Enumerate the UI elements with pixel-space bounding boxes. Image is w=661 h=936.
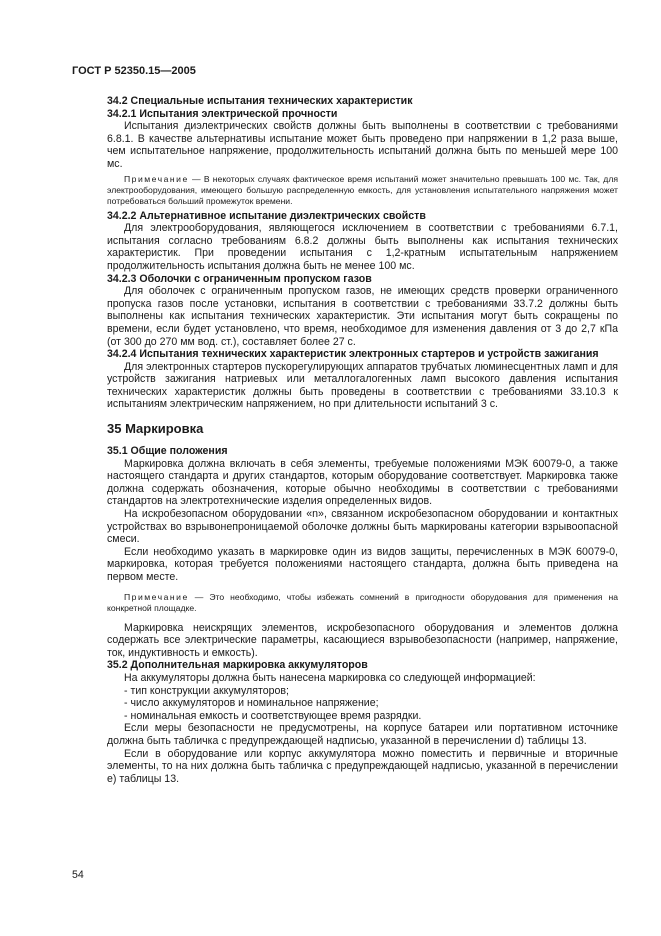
paragraph: На аккумуляторы должна быть нанесена маркировка со следующей информацией: [124, 671, 536, 684]
note-text: — Это необходимо, чтобы избежать сомнений в пригодности оборудования для применения на конкретной площадке. [107, 591, 618, 613]
list-item: - номинальная емкость и соответствующее время разрядки. [124, 709, 422, 722]
note [107, 592, 618, 614]
list-item: - число аккумуляторов и номинальное напряжение; [124, 697, 379, 710]
section-34-2-3-title: 34.2.3 Оболочки с ограниченным пропуском газов [107, 272, 372, 285]
paragraph: Если необходимо указать в маркировке один из видов защиты, перечисленных в МЭК 60079-0, маркировка, которая требуется положениями настоящего стандарта, должна быть приведена на первом месте. [107, 545, 618, 583]
paragraph: Для оболочек с ограниченным пропуском газов, не имеющих средств проверки ограниченного пропуска газов после установки, испытания в соответствии с требованиями 33.7.2 должны быть выполнены как испытания технических характеристик. Эти испытания могут быть сокращены по времени, если будет установлено, что время, необходимое для изменения давления от 3 до 2,7 кПа (от 300 до 270 мм вод. ст.), составляет более 27 с. [107, 285, 618, 348]
section-34-2-1-title: 34.2.1 Испытания электрической прочности [107, 107, 338, 120]
paragraph: Для электронных стартеров пускорегулирующих аппаратов трубчатых люминесцентных ламп и для устройств зажигания натриевых или металлогалогенных ламп высокого давления испытания технических характеристик должны быть проведены в соответствии с требованиями 33.10.3 к испытаниям электрическим напряжением, но при длительности испытаний 3 с. [107, 360, 618, 411]
section-34-2-2-title: 34.2.2 Альтернативное испытание диэлектрических свойств [107, 209, 426, 222]
paragraph: Если в оборудование или корпус аккумулятора можно поместить и первичные и вторичные элементы, то на них должна быть табличка с предупреждающей надписью, указанной в перечислении е) таблицы 13. [107, 747, 618, 785]
paragraph: Маркировка должна включать в себя элементы, требуемые положениями МЭК 60079-0, а также настоящего стандарта и других стандартов, которым оборудование соответствует. Маркировка также должна содержать обозначения, которые обычно необходимы в соответствии с требованиями стандартов на электротехнические изделия определенных видов. [107, 457, 618, 508]
section-34-2-4-title: 34.2.4 Испытания технических характеристик электронных стартеров и устройств зажигания [107, 348, 599, 361]
page-number: 54 [72, 869, 84, 881]
section-34-2-title: 34.2 Специальные испытания технических характеристик [107, 95, 413, 107]
paragraph: На искробезопасном оборудовании «n», связанном искробезопасном оборудовании и контактных устройствах во взрывонепроницаемой оболочке должны быть маркированы категории взрывоопасной смеси. [107, 508, 618, 546]
note [107, 174, 618, 207]
paragraph: Если меры безопасности не предусмотрены, на корпусе батареи или портативном источнике должна быть табличка с предупреждающей надписью, указанной в перечислении d) таблицы 13. [107, 722, 618, 747]
section-35-title: 35 Маркировка [107, 421, 204, 437]
section-35-2-title: 35.2 Дополнительная маркировка аккумуляторов [107, 659, 368, 672]
paragraph: Маркировка неискрящих элементов, искробезопасного оборудования и элементов должна содержать все электрические параметры, касающиеся взрывобезопасности (например, напряжение, ток, индуктивность и емкость). [107, 621, 618, 659]
note-label: Примечание [124, 591, 189, 602]
note-label: Примечание [124, 173, 189, 184]
section-35-1-title: 35.1 Общие положения [107, 445, 228, 458]
document-header: ГОСТ Р 52350.15—2005 [72, 65, 196, 77]
document-body [107, 95, 618, 785]
note-text: — В некоторых случаях фактическое время испытаний может значительно превышать 100 мс. Так, для электрооборудования, имеющего большую распределенную емкость, для установления испытательного напряжения может потребоваться больший промежуток времени. [107, 173, 618, 206]
list-item: - тип конструкции аккумуляторов; [124, 684, 289, 697]
paragraph: Для электрооборудования, являющегося исключением в соответствии с требованиями 6.7.1, испытания согласно требованиям 6.8.2 должны быть выполнены как испытания технических характеристик. При проведении испытания с 1,2-кратным испытательным напряжением продолжительность испытания должна быть не менее 100 мс. [107, 222, 618, 272]
paragraph: Испытания диэлектрических свойств должны быть выполнены в соответствии с требованиями 6.8.1. В качестве альтернативы испытание может быть проведено при напряжении в 1,2 раза выше, чем испытательное напряжение, продолжительность испытаний должна быть по меньшей мере 100 мс. [107, 120, 618, 170]
